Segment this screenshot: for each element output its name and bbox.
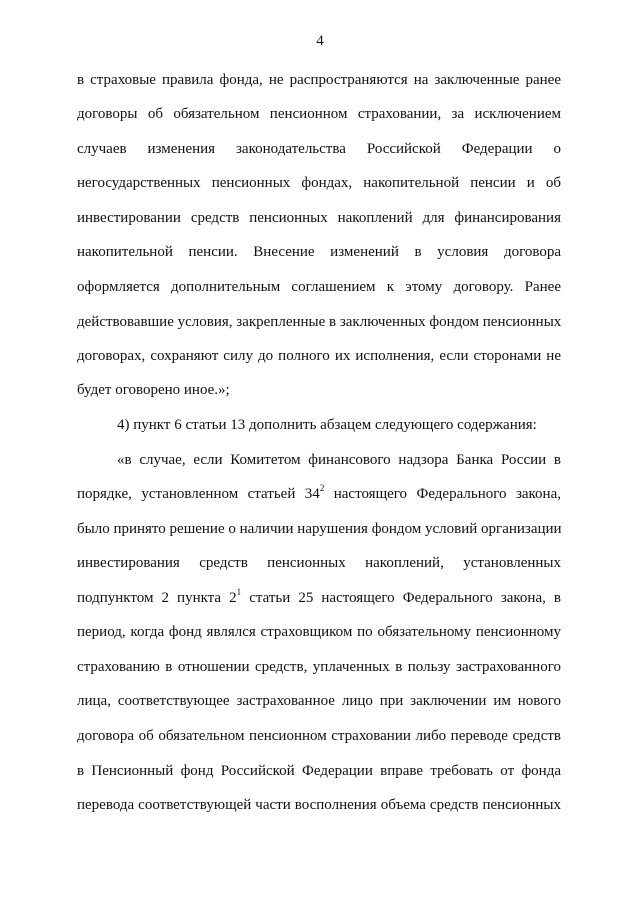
text-line: «в случае, если Комитетом финансового надзора Банка России в xyxy=(117,452,561,468)
text-line-superscript xyxy=(77,589,561,607)
text-line: договора об обязательном пенсионном страховании либо переводе средств xyxy=(77,728,561,744)
text-line: случаев изменения законодательства Российской Федерации о xyxy=(77,141,561,157)
text-line: было принято решение о наличии нарушения фондом условий организации xyxy=(77,521,562,537)
superscript: 1 xyxy=(236,587,242,597)
text-fragment: настоящего Федерального закона, xyxy=(324,486,561,502)
text-line-superscript xyxy=(77,485,561,503)
text-line: договоры об обязательном пенсионном страховании, за исключением xyxy=(77,106,561,122)
text-line: лица, соответствующее застрахованное лицо при заключении им нового xyxy=(77,693,561,709)
text-line: будет оговорено иное.»; xyxy=(77,382,230,398)
text-line: накопительной пенсии. Внесение изменений в условия договора xyxy=(77,244,561,260)
text-line: в Пенсионный фонд Российской Федерации вправе требовать от фонда xyxy=(77,763,561,779)
text-line: действовавшие условия, закрепленные в заключенных фондом пенсионных xyxy=(77,314,562,330)
text-line: инвестирования средств пенсионных накоплений, установленных xyxy=(77,555,561,571)
text-fragment: статьи 25 настоящего Федерального закона, в xyxy=(241,590,561,606)
superscript: 2 xyxy=(319,483,325,493)
text-line: перевода соответствующей части восполнения объема средств пенсионных xyxy=(77,797,561,813)
text-line: оформляется дополнительным соглашением к этому договору. Ранее xyxy=(77,279,561,295)
text-line: договорах, сохраняют силу до полного их исполнения, если сторонами не xyxy=(77,348,561,364)
page-number: 4 xyxy=(316,33,324,49)
text-line: инвестировании средств пенсионных накоплений для финансирования xyxy=(77,210,561,226)
text-line: в страховые правила фонда, не распространяются на заключенные ранее xyxy=(77,72,561,88)
text-line: страхованию в отношении средств, уплаченных в пользу застрахованного xyxy=(77,659,561,675)
text-line: негосударственных пенсионных фондах, накопительной пенсии и об xyxy=(77,175,561,191)
text-fragment: подпунктом 2 пункта 2 xyxy=(77,590,237,606)
amendment-heading: 4) пункт 6 статьи 13 дополнить абзацем следующего содержания: xyxy=(117,417,537,433)
text-line: период, когда фонд являлся страховщиком по обязательному пенсионному xyxy=(77,624,561,640)
text-fragment: порядке, установленном статьей 34 xyxy=(77,486,320,502)
